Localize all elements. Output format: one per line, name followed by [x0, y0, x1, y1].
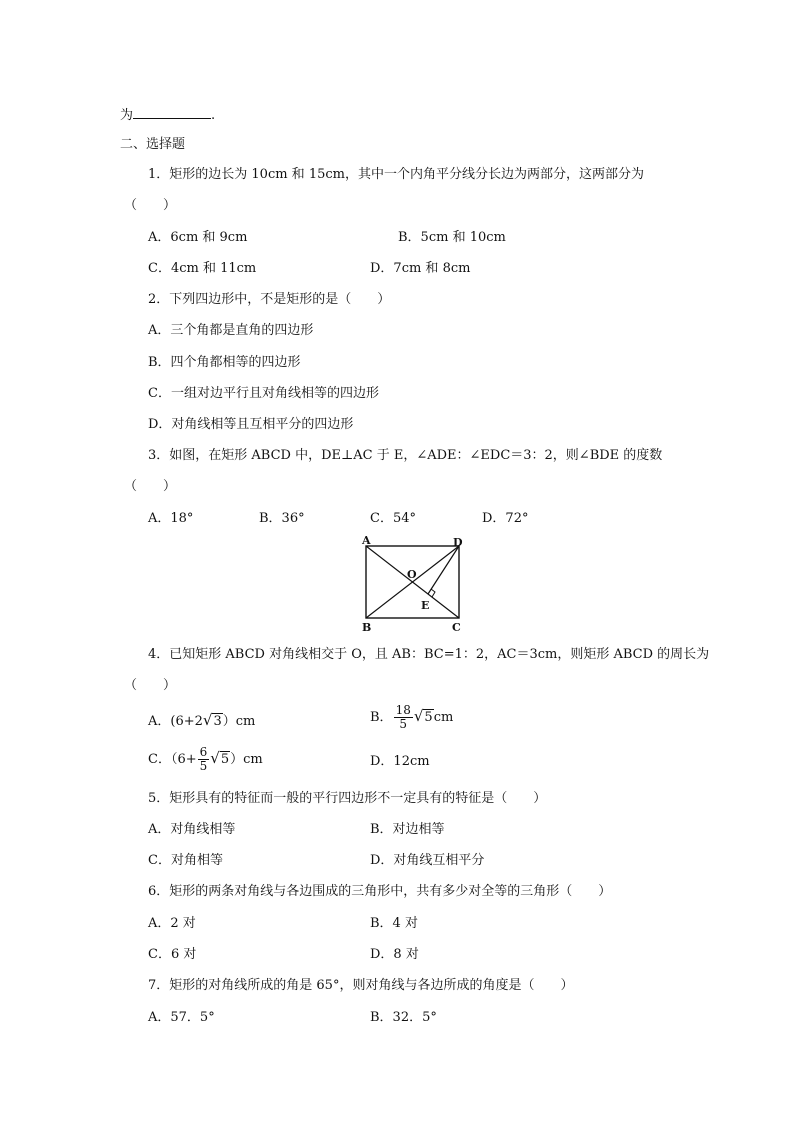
label-c: C [452, 621, 461, 634]
q4-c-prefix: C．（6+ [148, 752, 197, 767]
q1-option-c[interactable]: C．4cm 和 11cm [148, 261, 257, 276]
q1-stem: 1．矩形的边长为 10cm 和 15cm，其中一个内角平分线分长边为两部分，这两部分为 [148, 167, 644, 182]
label-o: O [407, 568, 417, 581]
top-prefix: 为 [120, 108, 134, 123]
q7-option-a[interactable]: A．57．5° [148, 1010, 215, 1025]
q5-option-b[interactable]: B．对边相等 [370, 822, 445, 837]
q5-option-d[interactable]: D．对角线互相平分 [370, 853, 485, 868]
fraction-6-5 [198, 746, 210, 773]
q4-option-b[interactable] [370, 704, 453, 731]
right-angle-mark [431, 589, 435, 597]
q4-option-c[interactable] [148, 746, 263, 773]
q2-option-b[interactable]: B．四个角都相等的四边形 [148, 355, 301, 370]
q2-option-c[interactable]: C．一组对边平行且对角线相等的四边形 [148, 386, 379, 401]
q4-b-prefix: B． [370, 710, 393, 725]
q7-stem: 7．矩形的对角线所成的角是 65°，则对角线与各边所成的角度是（ ） [148, 978, 574, 993]
section-title: 二、选择题 [120, 137, 186, 152]
sqrt-3-arg: 3 [213, 714, 222, 729]
q4-a-prefix: A．(6+2 [148, 714, 203, 729]
q5-option-a[interactable]: A．对角线相等 [148, 822, 236, 837]
label-e: E [421, 599, 430, 612]
segment-de [428, 546, 459, 594]
label-a: A [362, 534, 371, 547]
q2-stem: 2．下列四边形中，不是矩形的是（ ） [148, 292, 391, 307]
sqrt-5-arg: 5 [220, 752, 230, 767]
q4-c-suffix: ）cm [230, 752, 263, 767]
q6-option-a[interactable]: A．2 对 [148, 916, 196, 931]
q4-option-a[interactable] [148, 712, 255, 730]
frac-numerator: 18 [395, 703, 411, 717]
sqrt-5: √5 [210, 749, 230, 767]
sqrt-5: √5 [413, 707, 433, 725]
q4-paren: （ ） [124, 678, 177, 693]
q3-option-c[interactable]: C．54° [370, 511, 416, 526]
q6-option-b[interactable]: B．4 对 [370, 916, 418, 931]
q4-b-suffix: cm [433, 710, 454, 725]
q3-option-d[interactable]: D．72° [482, 511, 529, 526]
sqrt-5-arg: 5 [424, 710, 433, 725]
frac-numerator: 6 [199, 745, 208, 759]
frac-denominator: 5 [199, 759, 208, 773]
q5-stem: 5．矩形具有的特征而一般的平行四边形不一定具有的特征是（ ） [148, 791, 547, 806]
answer-blank[interactable] [133, 106, 211, 119]
q4-option-d[interactable]: D．12cm [370, 754, 430, 769]
q6-option-c[interactable]: C．6 对 [148, 947, 197, 962]
top-suffix: . [211, 108, 216, 123]
q1-option-a[interactable]: A．6cm 和 9cm [148, 230, 248, 245]
q1-option-b[interactable]: B．5cm 和 10cm [398, 230, 506, 245]
q3-stem: 3．如图，在矩形 ABCD 中，DE⊥AC 于 E，∠ADE：∠EDC＝3：2，则∠BDE 的度数 [148, 448, 663, 463]
q5-option-c[interactable]: C．对角相等 [148, 853, 223, 868]
rectangle-figure [355, 534, 467, 634]
fraction-18-5 [394, 704, 413, 731]
label-d: D [453, 536, 463, 549]
q1-paren: （ ） [124, 198, 177, 213]
q3-option-a[interactable]: A．18° [148, 511, 194, 526]
q1-option-d[interactable]: D．7cm 和 8cm [370, 261, 471, 276]
q4-a-suffix: ）cm [222, 714, 256, 729]
sqrt-3: √3 [202, 711, 222, 729]
label-b: B [362, 621, 372, 634]
q2-option-d[interactable]: D．对角线相等且互相平分的四边形 [148, 417, 354, 432]
top-fill-line [120, 106, 215, 124]
q6-option-d[interactable]: D．8 对 [370, 947, 419, 962]
q2-option-a[interactable]: A．三个角都是直角的四边形 [148, 323, 314, 338]
q7-option-b[interactable]: B．32．5° [370, 1010, 437, 1025]
q4-stem: 4．已知矩形 ABCD 对角线相交于 O，且 AB：BC=1：2，AC＝3cm，则矩形 ABCD 的周长为 [148, 647, 710, 662]
frac-denominator: 5 [399, 717, 408, 731]
q6-stem: 6．矩形的两条对角线与各边围成的三角形中，共有多少对全等的三角形（ ） [148, 884, 612, 899]
q3-paren: （ ） [124, 479, 177, 494]
q3-option-b[interactable]: B．36° [259, 511, 305, 526]
